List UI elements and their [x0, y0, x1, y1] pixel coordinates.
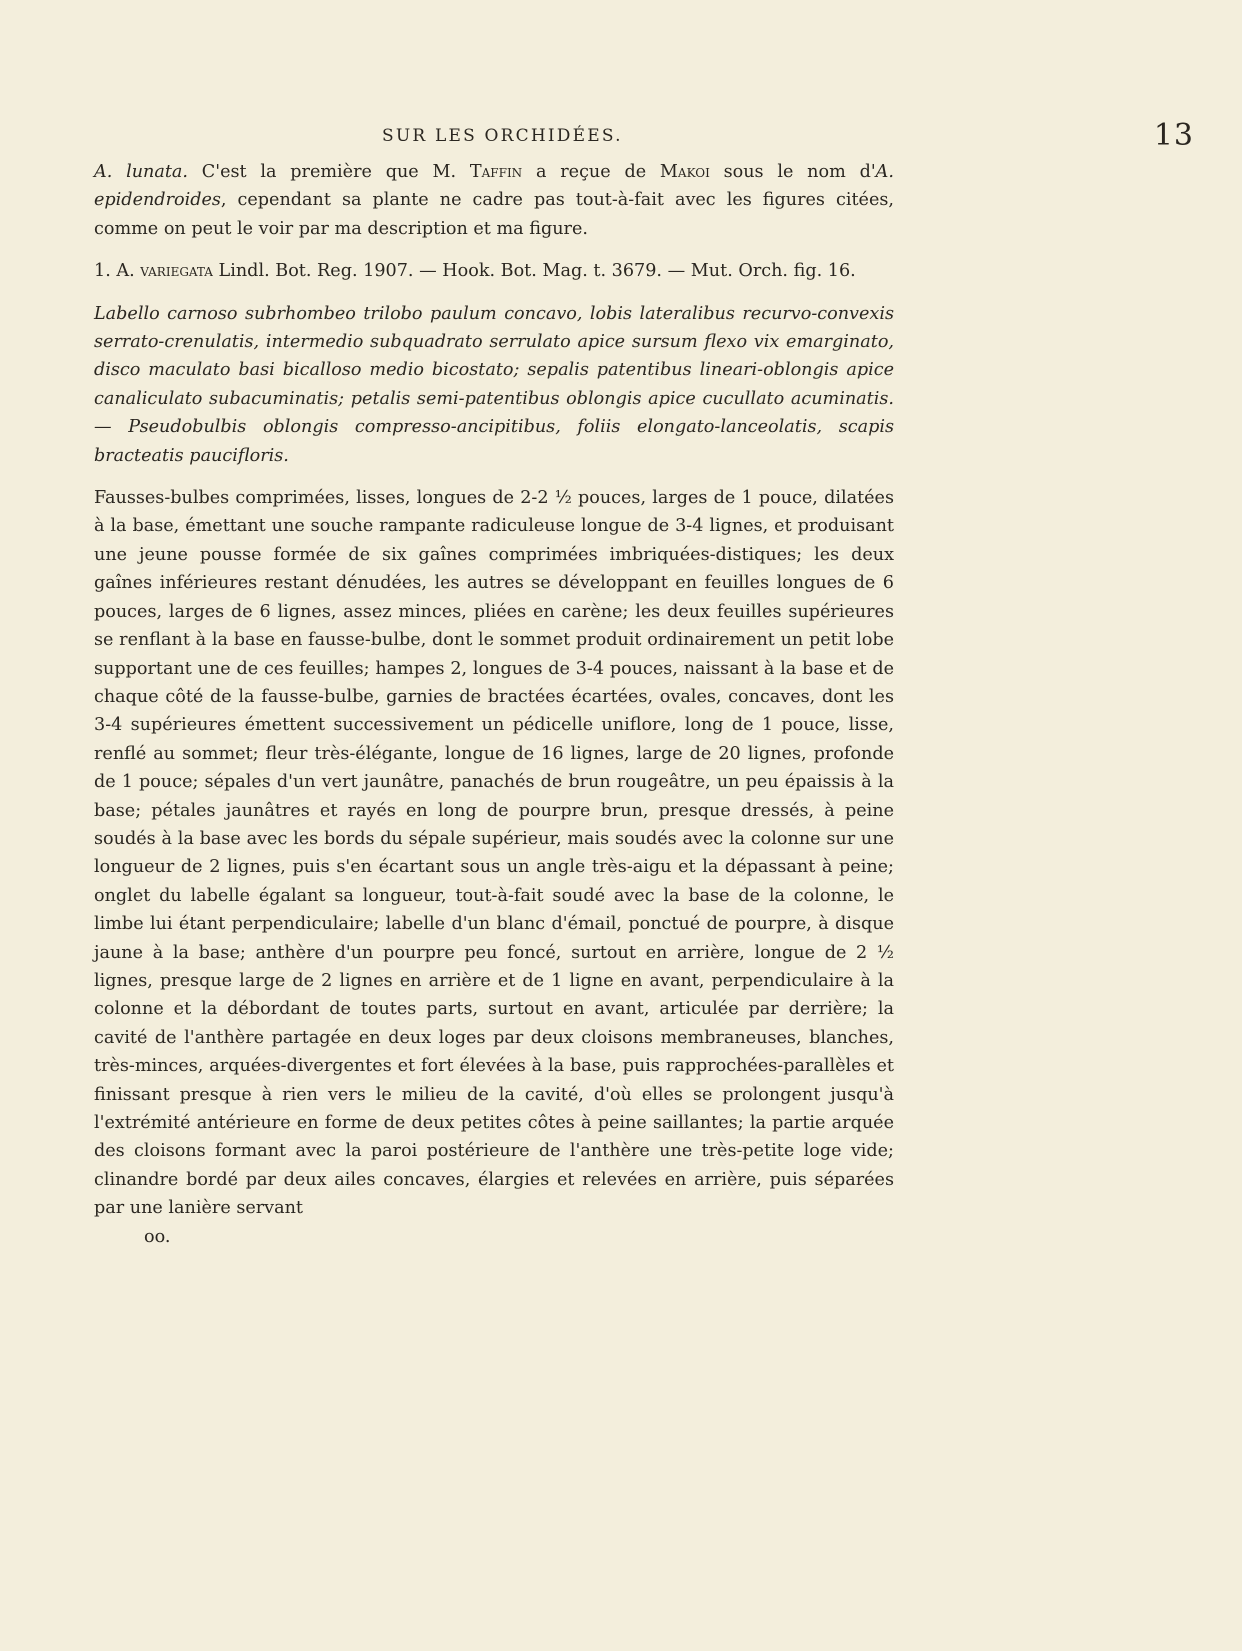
genus-ref: A. lunata.: [94, 162, 189, 182]
place-name: Makoi: [659, 162, 710, 182]
page-number: 13: [1153, 118, 1194, 153]
page-header: [92, 118, 1194, 154]
person-name: Taffin: [469, 162, 523, 182]
running-head: SUR LES ORCHIDÉES.: [382, 126, 623, 146]
genus-ref: A. epidendroides: [94, 162, 894, 211]
page-body: [94, 158, 894, 1251]
species-heading: 1. A. variegata Lindl. Bot. Reg. 1907. — Hook. Bot. Mag. t. 3679. — Mut. Orch. fig. 16.: [94, 261, 856, 282]
intro-paragraph: A. lunata. C'est la première que M. Taffin a reçue de Makoi sous le nom d'A. epidendroides, cependant sa plante ne cadre pas tout-à-fait avec les figures citées, comme on peut le voir par ma description et ma figure.: [94, 162, 894, 239]
latin-diagnosis: Labello carnoso subrhombeo trilobo paulum concavo, lobis lateralibus recurvo-convexis serrato-crenulatis, intermedio subquadrato serrulato apice sursum flexo vix emarginato, disco maculato basi bicalloso medio bicostato; sepalis patentibus lineari-oblongis apice canaliculato subacuminatis; petalis semi-patentibus oblongis apice cucullato acuminatis. — Pseudobulbis oblongis compresso-ancipitibus, foliis elongato-lanceolatis, scapis bracteatis paucifloris.: [94, 303, 894, 466]
catchword: oo.: [144, 1226, 171, 1247]
species-epithet: variegata: [140, 261, 213, 282]
description-paragraph: Fausses-bulbes comprimées, lisses, longues de 2-2 ½ pouces, larges de 1 pouce, dilatées à la base, émettant une souche rampante radiculeuse longue de 3-4 lignes, et produisant une jeune pousse formée de six gaînes comprimées imbriquées-distiques; les deux gaînes inférieures restant dénudées, les autres se développant en feuilles longues de 6 pouces, larges de 6 lignes, assez minces, pliées en carène; les deux feuilles supérieures se renflant à la base en fausse-bulbe, dont le sommet produit ordinairement un petit lobe supportant une de ces feuilles; hampes 2, longues de 3-4 pouces, naissant à la base et de chaque côté de la fausse-bulbe, garnies de bractées écartées, ovales, concaves, dont les 3-4 supérieures émettent successivement un pédicelle uniflore, long de 1 pouce, lisse, renflé au sommet; fleur très-élégante, longue de 16 lignes, large de 20 lignes, profonde de 1 pouce; sépales d'un vert jaunâtre, panachés de brun rougeâtre, un peu épaissis à la base; pétales jaunâtres et rayés en long de pourpre brun, presque dressés, à peine soudés à la base avec les bords du sépale supérieur, mais soudés avec la colonne sur une longueur de 2 lignes, puis s'en écartant sous un angle très-aigu et la dépassant à peine; onglet du labelle égalant sa longueur, tout-à-fait soudé avec la base de la colonne, le limbe lui étant perpendiculaire; labelle d'un blanc d'émail, ponctué de pourpre, à disque jaune à la base; anthère d'un pourpre peu foncé, surtout en arrière, longue de 2 ½ lignes, presque large de 2 lignes en arrière et de 1 ligne en avant, perpendiculaire à la colonne et la débordant de toutes parts, surtout en avant, articulée par derrière; la cavité de l'anthère partagée en deux loges par deux cloisons membraneuses, blanches, très-minces, arquées-divergentes et fort élevées à la base, puis rapprochées-parallèles et finissant presque à rien vers le milieu de la cavité, d'où elles se prolongent jusqu'à l'extrémité antérieure en forme de deux petites côtes à peine saillantes; la partie arquée des cloisons formant avec la paroi postérieure de l'anthère une très-petite loge vide; clinandre bordé par deux ailes concaves, élargies et relevées en arrière, puis séparées par une lanière servant: [94, 488, 894, 1219]
